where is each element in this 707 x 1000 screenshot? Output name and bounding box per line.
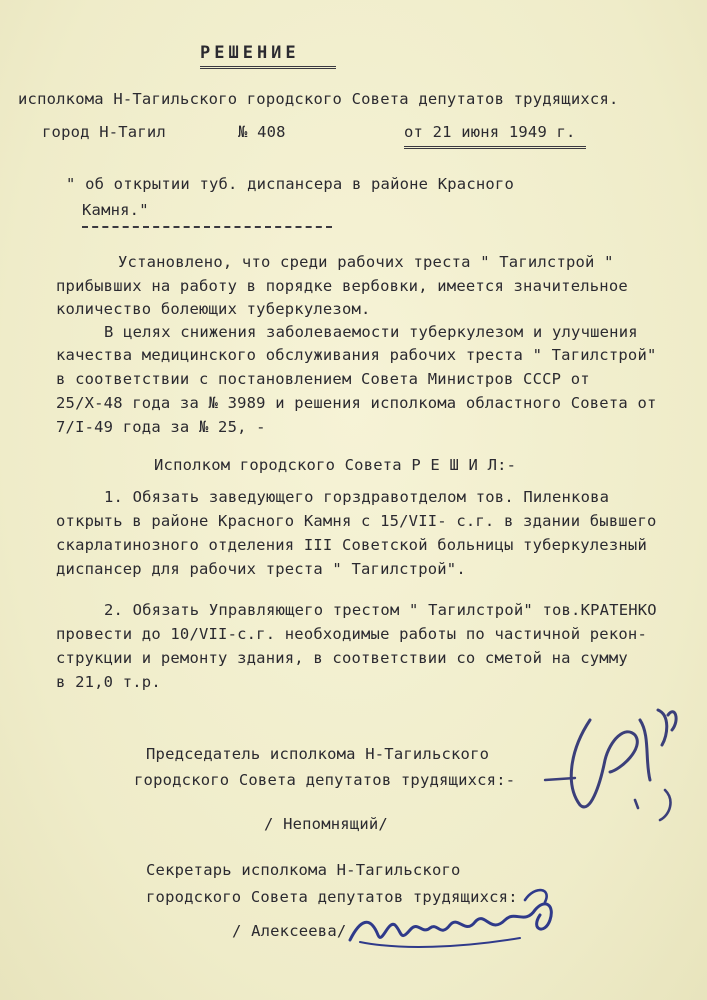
- body-line-7: 25/Х-48 года за № 3989 и решения исполкома областного Совета от: [56, 394, 657, 412]
- body-line-4: В целях снижения заболеваемости туберкулезом и улучшения: [104, 323, 638, 341]
- city: город Н-Тагил: [42, 123, 166, 141]
- item2-line-2: провести до 10/VII-с.г. необходимые работы по частичной рекон-: [56, 625, 647, 643]
- secretary-signature: [340, 880, 580, 960]
- body-line-1: Установлено, что среди рабочих треста " Тагилстрой ": [118, 253, 614, 271]
- body-line-5: качества медицинского обслуживания рабочих треста " Тагилстрой": [56, 346, 657, 364]
- body-line-8: 7/І-49 года за № 25, -: [56, 418, 266, 436]
- issuer-line: исполкома Н-Тагильского городского Совета депутатов трудящихся.: [18, 90, 619, 108]
- item1-line-4: диспансер для рабочих треста " Тагилстрой".: [56, 560, 466, 578]
- item2-line-1: 2. Обязать Управляющего трестом " Тагилстрой" тов.КРАТЕНКО: [104, 601, 657, 619]
- subject-line-2: Камня.": [82, 201, 149, 219]
- secretary-title-1: Секретарь исполкома Н-Тагильского: [146, 861, 461, 879]
- body-line-2: прибывших на работу в порядке вербовки, имеется значительное: [56, 277, 628, 295]
- item1-line-3: скарлатинозного отделения III Советской больницы туберкулезный: [56, 536, 647, 554]
- item2-line-4: в 21,0 т.р.: [56, 673, 161, 691]
- decision-date: от 21 июня 1949 г.: [404, 123, 576, 141]
- item2-line-3: струкции и ремонту здания, в соответствии со сметой на сумму: [56, 649, 628, 667]
- chairman-name: / Непомнящий/: [264, 815, 388, 833]
- decided-heading: Исполком городского Совета Р Е Ш И Л:-: [154, 456, 517, 474]
- subject-line-1: " об открытии туб. диспансера в районе Красного: [66, 175, 514, 193]
- item1-line-1: 1. Обязать заведующего горздравотделом тов. Пиленкова: [104, 488, 610, 506]
- chairman-title-1: Председатель исполкома Н-Тагильского: [146, 745, 490, 763]
- item1-line-2: открыть в районе Красного Камня с 15/VII- с.г. в здании бывшего: [56, 512, 657, 530]
- title-underline: [200, 66, 336, 69]
- secretary-name: / Алексеева/: [232, 922, 347, 940]
- secretary-title-2: городского Совета депутатов трудящихся:: [146, 888, 518, 906]
- chairman-signature: [540, 690, 700, 830]
- decision-number: № 408: [238, 123, 286, 141]
- body-line-6: в соответствии с постановлением Совета Министров СССР от: [56, 370, 590, 388]
- chairman-title-2: городского Совета депутатов трудящихся:-: [134, 771, 516, 789]
- document-title: РЕШЕНИЕ: [200, 43, 300, 63]
- subject-underline: [82, 226, 332, 228]
- body-line-3: количество болеющих туберкулезом.: [56, 300, 371, 318]
- date-underline: [404, 146, 586, 149]
